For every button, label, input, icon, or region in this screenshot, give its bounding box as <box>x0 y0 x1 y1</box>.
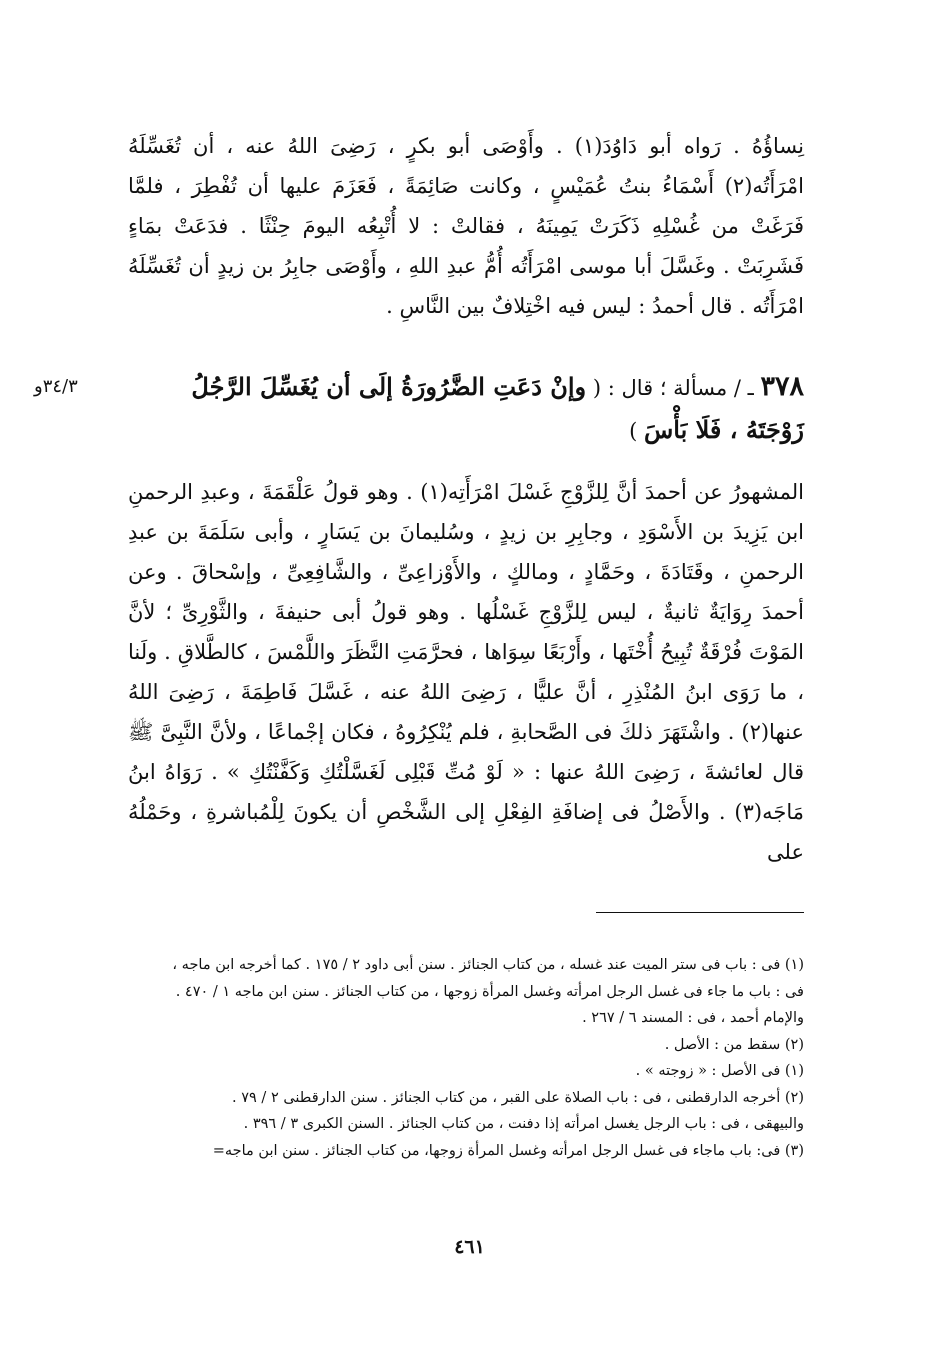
footnote-line: (١) فى الأصل : « زوجته » . <box>635 1063 804 1079</box>
footnote-line: (١) فى : باب فى ستر الميت عند غسله ، من كتاب الجنائز . سنن أبى داود ٢ / ١٧٥ . كما أخرجه ابن ماجه ، <box>172 957 804 973</box>
manuscript-folio-note: ٣٤/٣و <box>34 376 78 397</box>
issue-label: ـ / مسألة ؛ قال : ( <box>592 376 754 400</box>
issue-number: ٣٧٨ <box>760 371 804 402</box>
footnote-line: فى : باب ما جاء فى غسل الرجل امرأته وغسل المرأة زوجها ، من كتاب الجنائز . سنن ابن ماجه ١ / ٤٧٠ . <box>175 983 804 1000</box>
footnote-line: والبيهقى ، فى : باب الرجل يغسل امرأته إذا دفنت ، من كتاب الجنائز . السنن الكبرى ٣ / ٣٩٦ . <box>243 1116 804 1132</box>
issue-text: وإنْ دَعَتِ الضَّرُورَةُ إلَى أن يُغَسِّلَ الرَّجُلُ زَوْجَتَهُ ، فَلَا بَأْسَ <box>191 372 804 444</box>
footnote-line: (٢) سقط من : الأصل . <box>664 1036 804 1053</box>
footnote-line: والإمام أحمد ، فى : المسند ٦ / ٢٦٧ . <box>582 1010 804 1026</box>
footnote-divider <box>596 912 804 913</box>
paragraph-2: المشهورُ عن أحمدَ أنَّ لِلزَّوْجِ غَسْلَ امْرَأَتِه(١) . وهو قولُ عَلْقَمَةَ ، وعبدِ الرحمنِ ابن يَزِيدَ بن الأَسْوَدِ ، وجابِرِ بن زيدٍ ، وسُليمانَ بن يَسَارٍ ، وأبى سَلَمَةَ بن عبدِ الرحمنِ ، وقَتَادَةَ ، وحَمَّادٍ ، ومالكٍ ، والأَوْزاعِىِّ ، والشَّافِعِىِّ ، وإسْحاقَ . وعن أحمدَ رِوَايَةٌ ثانيةٌ ، ليس لِلزَّوْجِ غَسْلُها . وهو قولُ أبى حنيفةَ ، والثَّوْرِىِّ ؛ لأنَّ المَوْتَ فُرْقَةٌ تُبِيحُ أُخْتَها ، وأَرْبَعًا سِوَاها ، فحرَّمَتِ النَّظَرَ واللَّمْسَ ، كالطَّلاقِ . ولَنا ، ما رَوَى ابنُ المُنْذِرِ ، أنَّ عليًّا ، رَضِىَ اللهُ عنه ، غَسَّلَ فَاطِمَةَ ، رَضِىَ اللهُ عنها(٢) . واشْتَهَرَ ذلكَ فى الصَّحابةِ ، فلم يُنْكِرُوهُ ، فكان إجْماعًا ، ولأنَّ النَّبِىَّ ﷺ قال لعائشةَ ، رَضِىَ اللهُ عنها : « لَوْ مُتِّ قَبْلِى لَغَسَّلْتُكِ وَكَفَّنْتُكِ » . رَوَاهُ ابنُ مَاجَه(٣) . والأَصْلُ فى إضافَةِ الفِعْلِ إلى الشَّخْصِ أن يكونَ لِلْمُباشرةِ ، وحَمْلُهُ على <box>128 480 804 864</box>
paragraph-1: نِساؤُهُ . رَواه أبو دَاوُدَ(١) . وأَوْصَى أبو بكرٍ ، رَضِىَ اللهُ عنه ، أن تُغَسِّلَهُ امْرَأَتُه(٢) أَسْمَاءُ بنتُ عُمَيْسٍ ، وكانت صَائِمَةً ، فَعَزَمَ عليها أن تُفْطِرَ ، فلمَّا فَرَغَتْ من غُسْلِهِ ذَكَرَتْ يَمِينَهُ ، فقالتْ : لا أُتْبِعُه اليومَ حِنْثًا . فدَعَتْ بمَاءٍ فَشَرِبَتْ . وغَسَّلَ أبا موسى امْرَأَتُه أُمُّ عبدِ اللهِ ، وأَوْصَى جابِرُ بن زيدٍ أن تُغَسِّلَهُ امْرَأَتُه . قال أحمدُ : ليس فيه اخْتِلافٌ بين النَّاسِ . <box>128 134 804 318</box>
page-number: ٤٦١ <box>454 1236 485 1258</box>
issue-close: ) <box>629 419 638 443</box>
issue-heading <box>128 366 804 452</box>
footnotes <box>128 952 804 1164</box>
footnote-line: (٢) أخرجه الدارقطنى ، فى : باب الصلاة على القبر ، من كتاب الجنائز . سنن الدارقطنى ٢ / ٧٩ . <box>232 1089 804 1106</box>
footnote-line: (٣) فى: باب ماجاء فى غسل الرجل امرأته وغسل المرأة زوجها، من كتاب الجنائز . سنن ابن ماجه= <box>212 1142 804 1159</box>
